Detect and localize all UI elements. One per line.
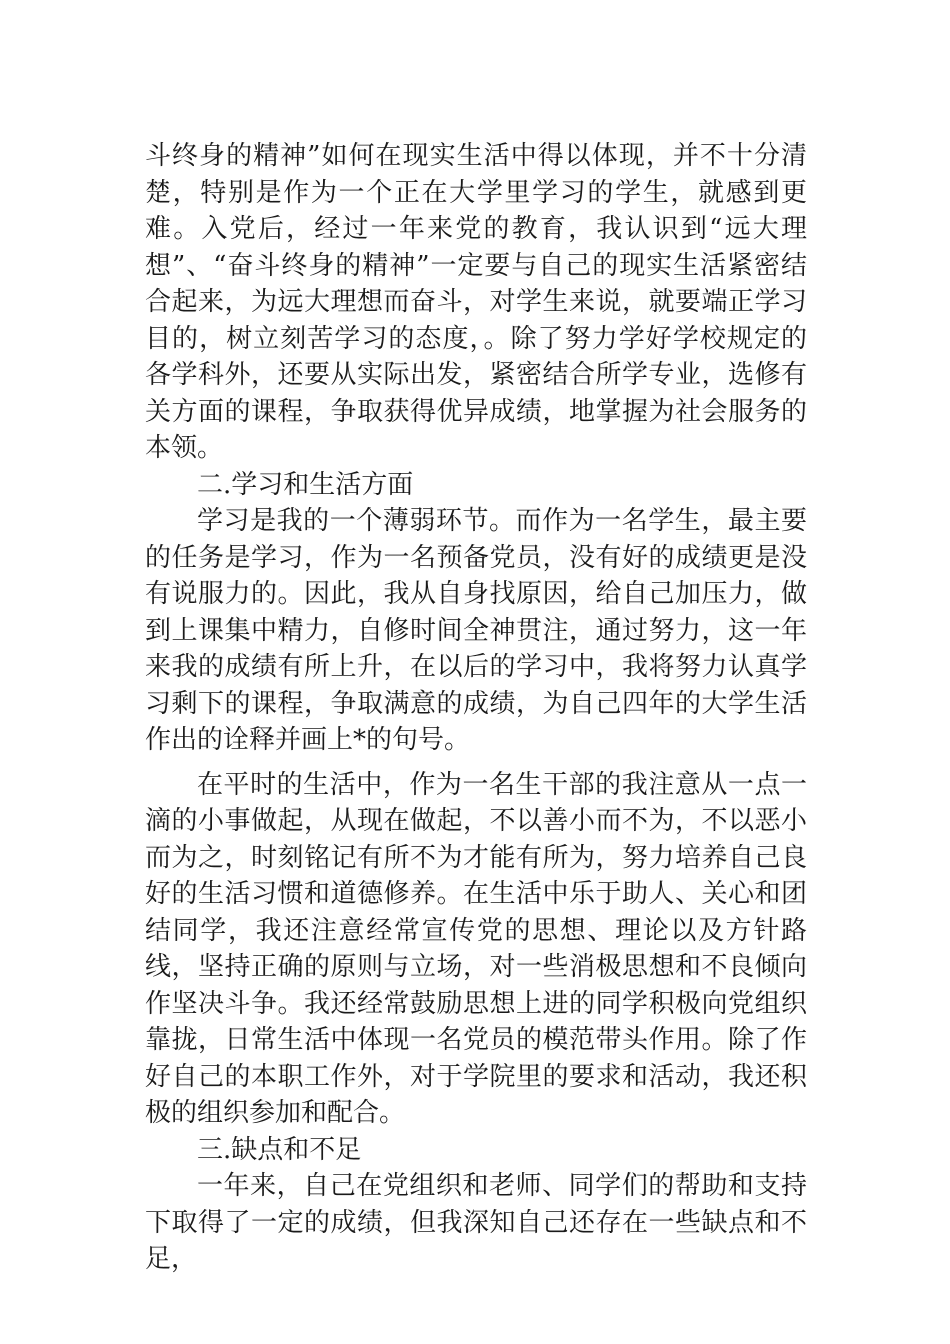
section-heading-study-and-life: 二.学习和生活方面 xyxy=(197,469,414,500)
document-body xyxy=(145,138,807,1278)
paragraph-continuation: 斗终身的精神”如何在现实生活中得以体现，并不十分清楚，特别是作为一个正在大学里学习的学生，就感到更难。入党后，经过一年来党的教育，我认识到“远大理想”、“奋斗终身的精神”一定要与自己的现实生活紧密结合起来，为远大理想而奋斗，对学生来说，就要端正学习目的，树立刻苦学习的态度，。除了努力学好学校规定的各学科外，还要从实际出发，紧密结合所学专业，选修有关方面的课程，争取获得优异成绩，地掌握为社会服务的本领。 xyxy=(145,141,807,463)
paragraph-study: 学习是我的一个薄弱环节。而作为一名学生，最主要的任务是学习，作为一名预备党员，没有好的成绩更是没有说服力的。因此，我从自身找原因，给自己加压力，做到上课集中精力，自修时间全神贯注，通过努力，这一年来我的成绩有所上升，在以后的学习中，我将努力认真学习剩下的课程，争取满意的成绩，为自己四年的大学生活作出的诠释并画上*的句号。 xyxy=(145,506,807,755)
paragraph-life: 在平时的生活中，作为一名生干部的我注意从一点一滴的小事做起，从现在做起，不以善小而不为，不以恶小而为之，时刻铭记有所不为才能有所为，努力培养自己良好的生活习惯和道德修养。在生活中乐于助人、关心和团结同学，我还注意经常宣传党的思想、理论以及方针路线，坚持正确的原则与立场，对一些消极思想和不良倾向作坚决斗争。我还经常鼓励思想上进的同学积极向党组织靠拢，日常生活中体现一名党员的模范带头作用。除了作好自己的本职工作外，对于学院里的要求和活动，我还积极的组织参加和配合。 xyxy=(145,769,807,1128)
section-heading-shortcomings: 三.缺点和不足 xyxy=(197,1134,362,1165)
paragraph-shortcomings: 一年来，自己在党组织和老师、同学们的帮助和支持下取得了一定的成绩，但我深知自己还存在一些缺点和不足， xyxy=(145,1171,807,1274)
